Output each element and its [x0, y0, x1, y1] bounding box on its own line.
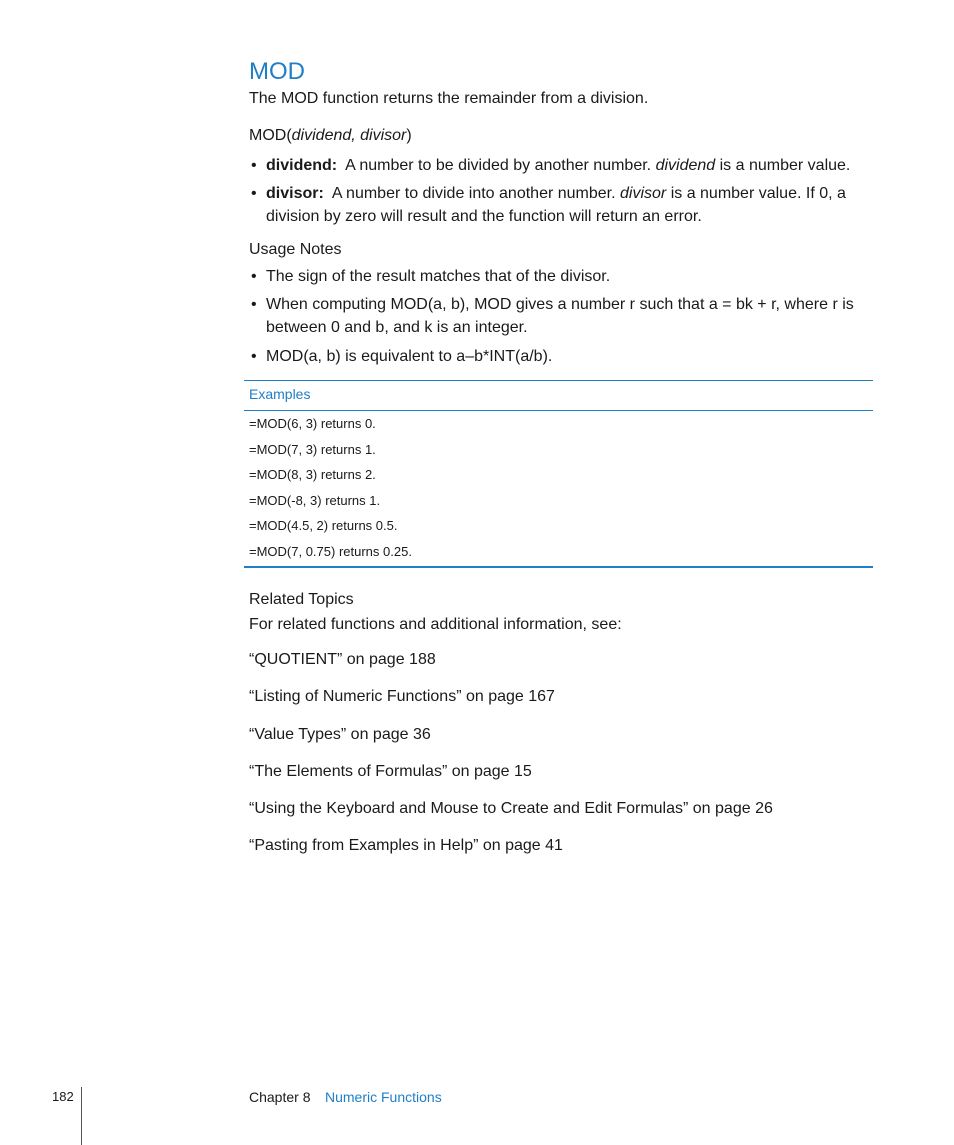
- argument-name: divisor:: [266, 185, 324, 202]
- argument-italic: dividend: [655, 157, 716, 174]
- bullet-icon: •: [251, 157, 257, 174]
- example-line: =MOD(8, 3) returns 2.: [249, 467, 376, 482]
- example-line: =MOD(7, 3) returns 1.: [249, 442, 376, 457]
- related-intro: For related functions and additional information, see:: [249, 616, 622, 633]
- footer-divider: [81, 1087, 82, 1145]
- page-title: MOD: [249, 58, 305, 85]
- syntax-close-paren: ): [406, 127, 412, 144]
- argument-desc: A number to be divided by another number.: [345, 157, 652, 174]
- bullet-icon: •: [251, 185, 257, 202]
- usage-notes-heading: Usage Notes: [249, 241, 342, 258]
- argument-italic: divisor: [620, 185, 667, 202]
- syntax-function-name: MOD: [249, 127, 287, 144]
- argument-desc-after: is a number value. If 0, a: [670, 185, 846, 202]
- example-line: =MOD(-8, 3) returns 1.: [249, 493, 381, 508]
- divider: [244, 380, 873, 381]
- related-link[interactable]: “Listing of Numeric Functions” on page 167: [249, 688, 555, 705]
- chapter-label: Chapter 8: [249, 1089, 311, 1105]
- examples-label: Examples: [249, 386, 311, 402]
- argument-desc: A number to divide into another number.: [331, 185, 616, 202]
- related-topics-heading: Related Topics: [249, 591, 354, 608]
- examples-box: [244, 380, 873, 568]
- argument-name: dividend:: [266, 157, 338, 174]
- argument-desc-line2: division by zero will result and the function will return an error.: [266, 208, 702, 225]
- bullet-icon: •: [251, 268, 257, 285]
- argument-desc-after: is a number value.: [719, 157, 851, 174]
- related-link[interactable]: “QUOTIENT” on page 188: [249, 651, 436, 668]
- related-link[interactable]: “Pasting from Examples in Help” on page 41: [249, 837, 563, 854]
- divider: [244, 410, 873, 411]
- related-link[interactable]: “Using the Keyboard and Mouse to Create and Edit Formulas” on page 26: [249, 800, 773, 817]
- syntax-line: [249, 124, 412, 147]
- page-number: 182: [52, 1089, 74, 1104]
- bullet-icon: •: [251, 348, 257, 365]
- example-line: =MOD(7, 0.75) returns 0.25.: [249, 544, 412, 559]
- bullet-icon: •: [251, 296, 257, 313]
- chapter-name: Numeric Functions: [325, 1089, 442, 1105]
- related-link[interactable]: “Value Types” on page 36: [249, 726, 431, 743]
- example-line: =MOD(6, 3) returns 0.: [249, 416, 376, 431]
- related-link[interactable]: “The Elements of Formulas” on page 15: [249, 763, 532, 780]
- example-line: =MOD(4.5, 2) returns 0.5.: [249, 518, 398, 533]
- intro-text: The MOD function returns the remainder from a division.: [249, 90, 649, 107]
- syntax-open-paren: (: [286, 127, 292, 144]
- syntax-args: dividend, divisor: [291, 127, 407, 144]
- divider: [244, 566, 873, 568]
